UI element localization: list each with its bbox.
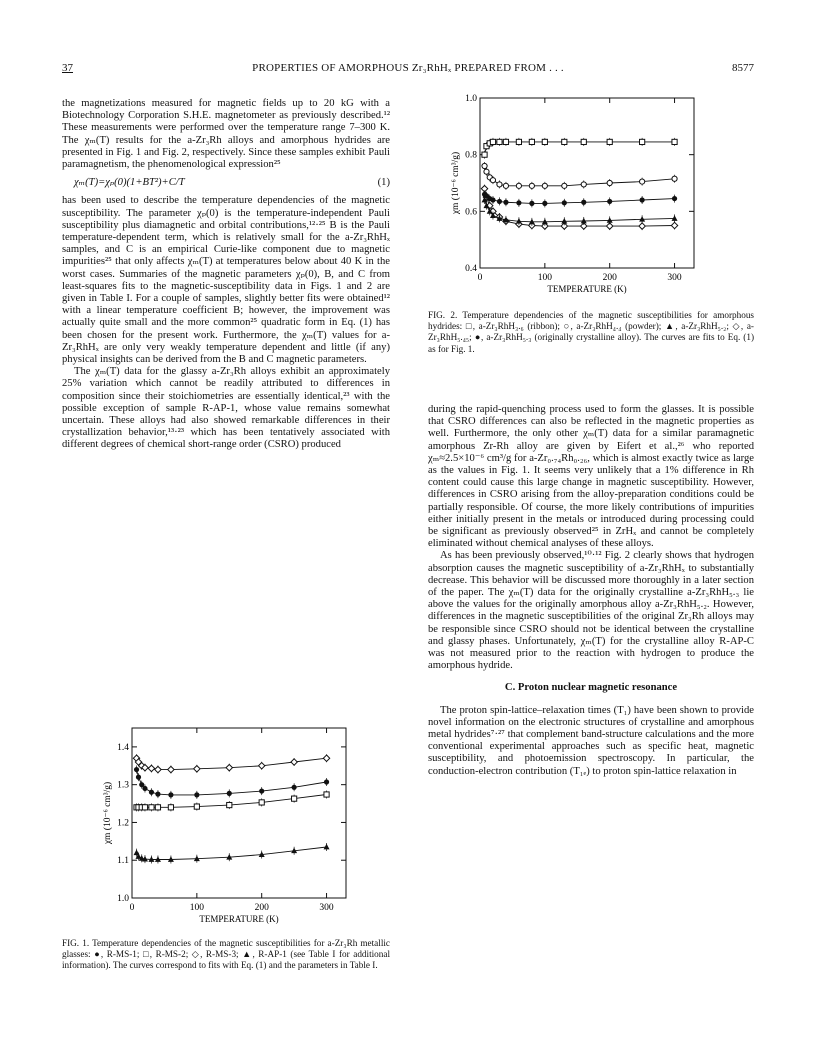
data-point-dot <box>497 199 502 204</box>
y-tick-label: 0.4 <box>465 264 477 274</box>
data-point-dot <box>607 199 612 204</box>
figure-1-caption: FIG. 1. Temperature dependencies of the magnetic susceptibilities for a-Zr₃Rh metallic glasses: ●, R-MS-1; □, R-MS-2; ◇, R-MS-3; ▲, R-AP-1 (see Table I for additional information). The curves correspond to fits with Eq. (1) and the parameters in Table I. <box>62 938 390 971</box>
data-point-circle <box>490 178 495 183</box>
data-point-diamond <box>194 766 200 772</box>
data-point-square <box>607 139 612 144</box>
y-axis-label: χm (10⁻⁶ cm³/g) <box>103 781 113 845</box>
data-point-diamond <box>155 766 161 772</box>
data-point-dot <box>259 788 264 793</box>
data-point-diamond <box>291 759 297 765</box>
data-point-dot <box>142 786 147 791</box>
data-point-square <box>324 792 329 797</box>
data-point-square <box>672 139 677 144</box>
paragraph: As has been previously observed,¹⁰·¹² Fig. 2 clearly shows that hydrogen absorption causes the magnetic susceptibility of a-Zr₃RhHₓ to substantially decrease. This behavior will be discussed more thoroughly in a later section of the paper. The χₘ(T) data for the originally crystalline a-Zr₃RhH₅.₃ lie above the values for the originally amorphous alloy a-Zr₃RhH₅.₂. However, differences in the magnetic susceptibilities of the original Zr₃Rh alloys may be responsible since CSRO should not be identical between the crystalline and glassy phases. Unfortunately, χₘ(T) for the crystalline alloy R-AP-C was not measured prior to the reaction with hydrogen to produce the amorphous hydride. <box>428 550 754 672</box>
paragraph: during the rapid-quenching process used to form the glasses. It is possible that CSRO differences can also be reflected in the magnetic properties as well. Furthermore, the only other χₘ(T) data for a similar paramagnetic amorphous Zr-Rh alloy are given by Eifert et al.,²⁶ who reported χₘ≈2.5×10⁻⁶ cm³/g for a-Zr₀.₇₄Rh₀.₂₆, which is almost exactly twice as large as the values in Fig. 1. It seems very unlikely that a 1% difference in Rh content could cause this large change in magnetic susceptibility. However, differences in CSRO arising from the alloy-preparation conditions could be partially responsible. Of course, the more likely contributions of impurities either initially present in the metals or introduced during processing could be significant as previously observed²⁵ in ZrHₓ and cannot be completely eliminated without chemical analyses of these alloys. <box>428 404 754 550</box>
y-tick-label: 1.0 <box>465 94 477 104</box>
plot-frame <box>480 98 694 268</box>
section-heading: C. Proton nuclear magnetic resonance <box>504 682 678 694</box>
data-point-square <box>640 139 645 144</box>
paragraph: The χₘ(T) data for the glassy a-Zr₃Rh alloys exhibit an approximately 25% variation which cannot be readily attributed to differences in composition since their stoichiometries are essentially identical,²³ with the possible exception of sample R-AP-1, whose value remains somewhat uncertain. These alloys had also showed remarkable differences in their crystallization behavior,¹³·²³ which has been tentatively associated with different degrees of chemical short-range order (CSRO) produced <box>62 366 390 451</box>
equation-1 <box>74 177 390 189</box>
data-point-dot <box>503 200 508 205</box>
x-axis-label: TEMPERATURE (K) <box>199 914 279 924</box>
y-tick-label: 0.8 <box>465 150 477 161</box>
data-point-dot <box>149 790 154 795</box>
data-point-dot <box>292 785 297 790</box>
data-point-dot <box>529 201 534 206</box>
data-point-diamond <box>323 755 329 761</box>
x-tick-label: 0 <box>129 903 135 913</box>
data-point-square <box>259 800 264 805</box>
data-point-square <box>142 805 147 810</box>
data-point-dot <box>640 197 645 202</box>
data-point-dot <box>134 767 139 772</box>
data-point-diamond <box>168 766 174 772</box>
data-point-square <box>529 139 534 144</box>
data-point-dot <box>562 200 567 205</box>
left-column <box>62 98 390 452</box>
data-point-diamond <box>226 764 232 770</box>
page-header <box>62 62 754 80</box>
data-point-diamond <box>639 223 645 229</box>
equation-number: (1) <box>377 177 390 189</box>
y-tick-label: 1.4 <box>117 742 129 753</box>
data-point-square <box>503 139 508 144</box>
data-point-dot <box>155 792 160 797</box>
figure-2-caption: FIG. 2. Temperature dependencies of the magnetic susceptibilities for amorphous hydrides: □, a-Zr₃RhH₃.₆ (ribbon); ○, a-Zr₃RhH₄.₄ (powder); ▲, a-Zr₃RhH₅.₂; ◇, a-Zr₃RhH₅.₄₅; ●, a-Zr₃RhH₅.₃ (originally crystalline alloy). The curves are fits to Eq. (1) as for Fig. 1. <box>428 310 754 354</box>
data-point-square <box>516 139 521 144</box>
data-point-diamond <box>148 765 154 771</box>
data-point-circle <box>497 182 502 187</box>
page-number: 8577 <box>732 62 754 74</box>
y-axis-label: χm (10⁻⁶ cm³/g) <box>451 151 461 215</box>
data-point-square <box>227 802 232 807</box>
data-point-square <box>149 805 154 810</box>
data-point-dot <box>168 792 173 797</box>
data-point-circle <box>607 180 612 185</box>
data-point-square <box>482 152 487 157</box>
fit-curve <box>485 194 675 203</box>
x-tick-label: 100 <box>537 273 552 283</box>
data-point-square <box>168 805 173 810</box>
x-tick-label: 300 <box>667 273 682 283</box>
data-point-square <box>497 139 502 144</box>
data-point-dot <box>542 201 547 206</box>
x-tick-label: 300 <box>319 903 334 913</box>
data-point-dot <box>581 200 586 205</box>
data-point-square <box>542 139 547 144</box>
data-point-circle <box>484 169 489 174</box>
y-tick-label: 0.6 <box>465 207 477 218</box>
running-title: PROPERTIES OF AMORPHOUS Zr₃RhHₓ PREPARED FROM . . . <box>252 62 564 74</box>
right-column <box>428 404 754 778</box>
x-tick-label: 200 <box>602 273 617 283</box>
data-point-square <box>292 796 297 801</box>
data-point-diamond <box>671 222 677 228</box>
paragraph: the magnetizations measured for magnetic fields up to 20 kG with a Biotechnology Corporation S.H.E. magnetometer as previously described.¹² These measurements were performed over the temperature range 7–300 K. The χₘ(T) results for the a-Zr₃Rh alloys and amorphous hydrides are presented in Fig. 1 and Fig. 2, respectively. Since these samples exhibit Pauli paramagnetism, the phenomenological expression²⁵ <box>62 98 390 171</box>
data-point-dot <box>227 791 232 796</box>
x-tick-label: 200 <box>254 903 269 913</box>
data-point-circle <box>672 176 677 181</box>
data-point-circle <box>640 179 645 184</box>
data-point-circle <box>562 183 567 188</box>
data-point-dot <box>672 196 677 201</box>
data-point-circle <box>581 182 586 187</box>
data-point-square <box>562 139 567 144</box>
figure-2-chart <box>428 92 708 302</box>
data-point-square <box>155 805 160 810</box>
data-point-dot <box>194 792 199 797</box>
fit-curve <box>137 847 327 860</box>
fit-curve <box>485 200 675 222</box>
data-point-square <box>490 139 495 144</box>
plot-frame <box>132 728 346 898</box>
figure-1-chart <box>70 722 360 932</box>
data-point-circle <box>529 183 534 188</box>
y-tick-label: 1.3 <box>117 780 129 791</box>
data-point-square <box>194 804 199 809</box>
x-tick-label: 100 <box>189 903 204 913</box>
x-axis-label: TEMPERATURE (K) <box>547 284 627 294</box>
fit-curve <box>485 142 675 155</box>
paragraph: has been used to describe the temperature dependencies of the magnetic susceptibility. The parameter χₚ(0) is the temperature-independent Pauli susceptibility plus diamagnetic and orbital contributions,¹²·²⁵ B is the Pauli temperature-dependent term, which is relatively small for the a-Zr₃RhHₓ samples, and C is an empirical Curie-like component due to magnetic impurities²⁵ that only affects χₘ(T) at temperatures below about 40 K in the worst cases. Summaries of the magnetic parameters χₚ(0), B, and C from least-squares fits to the magnetic-susceptibility data in Figs. 1 and 2 are given in Table I. For a couple of samples, slightly better fits were obtained¹² with a linear temperature coefficient B; however, the improvement was actually quite small and the more common²⁵ quadratic form in Eq. (1) has been chosen for the present work. Furthermore, the χₘ(T) values for a-Zr₃RhHₓ are only very weakly temperature dependent and little (if any) physical insights can be derived from the B and C magnetic parameters. <box>62 195 390 366</box>
data-point-dot <box>516 200 521 205</box>
data-point-circle <box>516 183 521 188</box>
volume-number: 37 <box>62 62 73 74</box>
data-point-triangle <box>324 844 330 850</box>
data-point-diamond <box>258 763 264 769</box>
paragraph: The proton spin-lattice–relaxation times (T₁) have been shown to provide novel information on the electronic structures of crystalline and amorphous metal hydrides⁷·²⁷ that complement band-structure calculations and the more conventional experimental approaches such as specific heat, magnetic susceptibility, and photoemission spectroscopy. In particular, the conduction-electron contribution (T₁ₑ) to proton spin-lattice relaxation in <box>428 704 754 777</box>
y-tick-label: 1.0 <box>117 894 129 904</box>
data-point-dot <box>136 775 141 780</box>
fit-curve <box>485 166 675 186</box>
data-point-dot <box>324 779 329 784</box>
y-tick-label: 1.1 <box>117 856 129 867</box>
y-tick-label: 1.2 <box>117 818 129 829</box>
data-point-square <box>581 139 586 144</box>
equation-body: χₘ(T)=χₚ(0)(1+BT²)+C/T <box>74 177 185 189</box>
x-tick-label: 0 <box>477 273 483 283</box>
fit-curve <box>137 770 327 795</box>
data-point-circle <box>503 183 508 188</box>
data-point-circle <box>542 183 547 188</box>
data-point-dot <box>490 197 495 202</box>
